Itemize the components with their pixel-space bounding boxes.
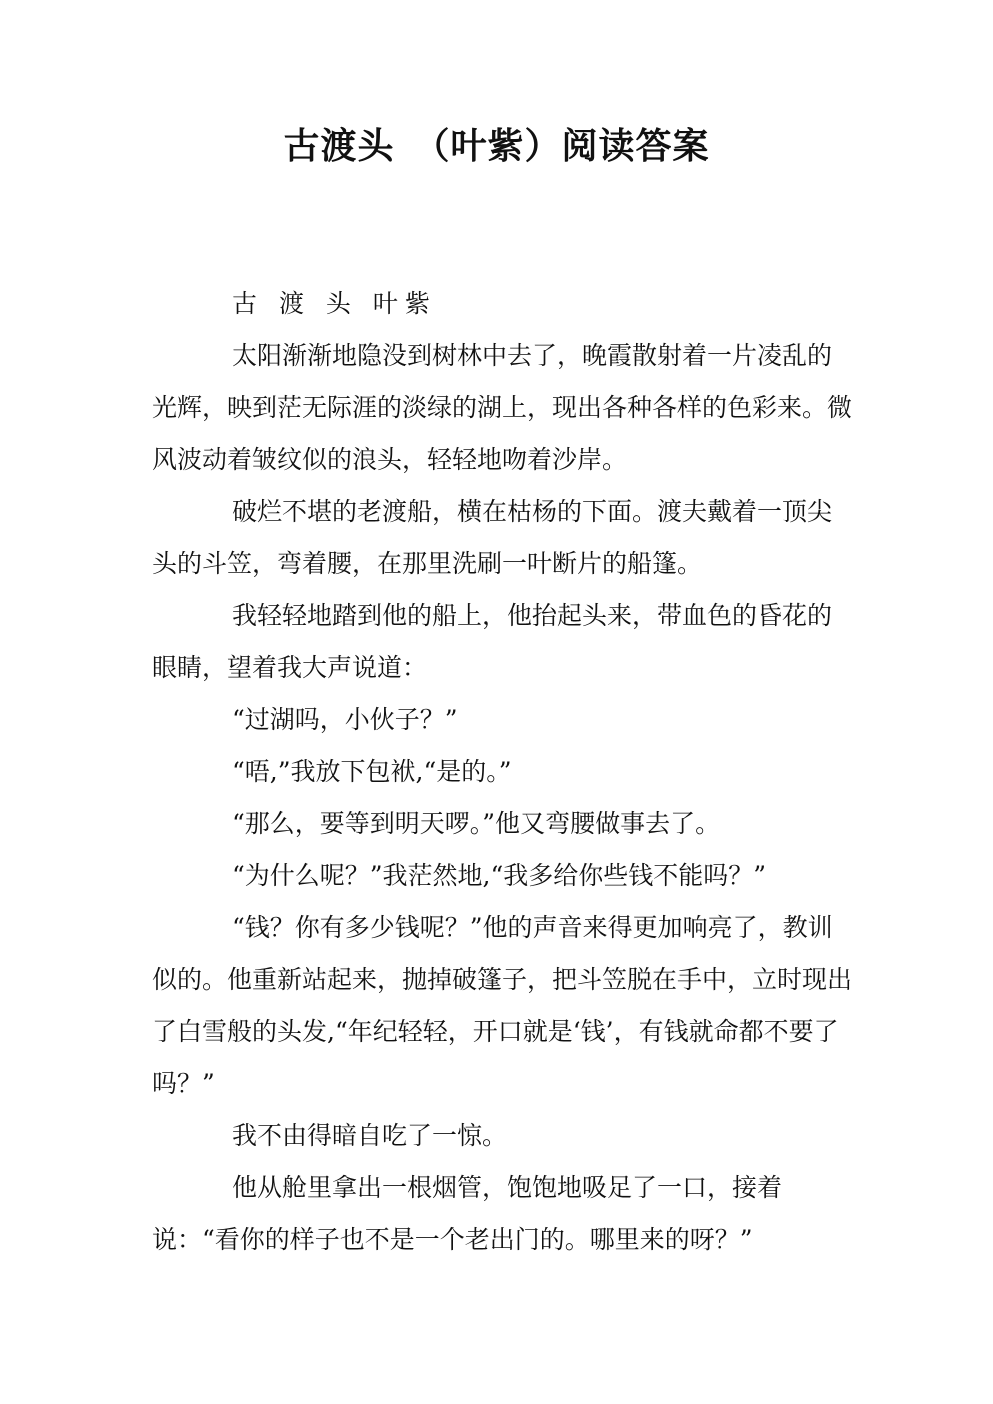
paragraph-author-line: 古 渡 头 叶紫 bbox=[232, 289, 437, 318]
paragraph-4: “过湖吗，小伙子？” bbox=[232, 705, 458, 734]
paragraph-9: 我不由得暗自吃了一惊。 bbox=[232, 1121, 508, 1150]
paragraph-10: 他从舱里拿出一根烟管，饱饱地吸足了一口，接着说：“看你的样子也不是一个老出门的。哪里来的呀？” bbox=[152, 1173, 783, 1254]
paragraph-2: 破烂不堪的老渡船，横在枯杨的下面。渡夫戴着一顶尖头的斗笠，弯着腰，在那里洗刷一叶断片的船篷。 bbox=[152, 497, 833, 578]
paragraph-3: 我轻轻地踏到他的船上，他抬起头来，带血色的昏花的眼睛，望着我大声说道： bbox=[152, 601, 833, 682]
paragraph-5: “唔,”我放下包袱,“是的。” bbox=[232, 757, 512, 786]
paragraph-8: “钱？你有多少钱呢？”他的声音来得更加响亮了，教训似的。他重新站起来，抛掉破篷子，把斗笠脱在手中，立时现出了白雪般的头发,“年纪轻轻，开口就是‘钱’，有钱就命都不要了吗？” bbox=[152, 913, 853, 1098]
document-body bbox=[152, 278, 852, 1266]
document-title: 古渡头 （叶紫）阅读答案 bbox=[283, 125, 710, 167]
paragraph-7: “为什么呢？”我茫然地,“我多给你些钱不能吗？” bbox=[232, 861, 767, 890]
paragraph-1: 太阳渐渐地隐没到树林中去了，晚霞散射着一片凌乱的光辉，映到茫无际涯的淡绿的湖上，现出各种各样的色彩来。微风波动着皱纹似的浪头，轻轻地吻着沙岸。 bbox=[152, 341, 853, 474]
paragraph-6: “那么，要等到明天啰。”他又弯腰做事去了。 bbox=[232, 809, 721, 838]
